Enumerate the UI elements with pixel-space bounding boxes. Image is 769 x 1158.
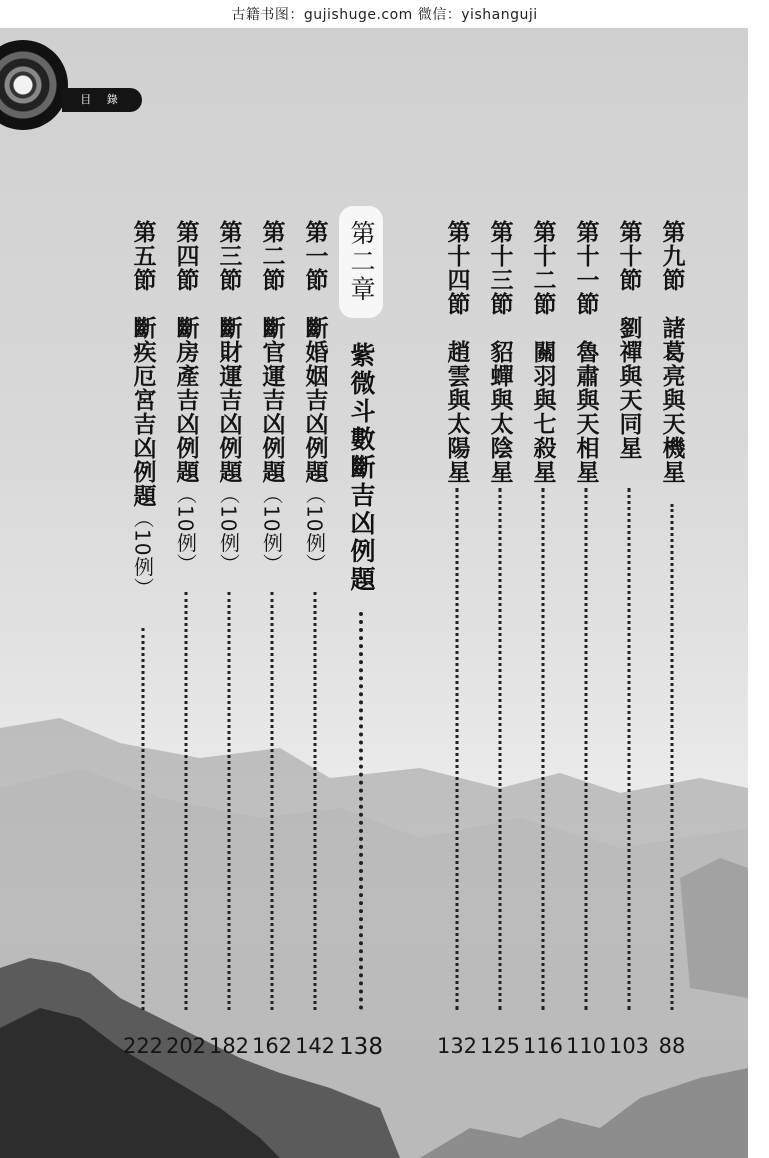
chapter-title: 紫微斗數斷吉凶例題 — [347, 342, 376, 594]
page-edge — [748, 28, 769, 1158]
section-title: 斷疾厄宮吉凶例題 — [129, 316, 157, 508]
section-number: 第五節 — [129, 220, 157, 292]
leader-dots — [585, 488, 588, 1010]
toc-entry — [654, 220, 690, 1030]
section-title: 斷官運吉凶例題 — [258, 316, 286, 484]
leader-dots — [185, 592, 188, 1010]
section-number: 第二節 — [258, 220, 286, 292]
page-number: 125 — [479, 1034, 521, 1058]
example-count: （10例） — [130, 508, 155, 599]
toc-header-tag: 目 錄 — [62, 88, 142, 112]
page-number: 110 — [565, 1034, 607, 1058]
leader-dots — [628, 488, 631, 1010]
section-title: 貂蟬與太陰星 — [486, 340, 514, 484]
leader-dots — [359, 612, 363, 1010]
leader-dots — [671, 504, 674, 1010]
page-number: 202 — [165, 1034, 207, 1058]
page-number: 142 — [294, 1034, 336, 1058]
watermark-text: 古籍书图：gujishuge.com 微信：yishanguji — [231, 7, 538, 23]
page-number: 222 — [122, 1034, 164, 1058]
chapter-heading — [343, 220, 379, 1030]
leader-dots — [228, 592, 231, 1010]
section-title: 魯肅與天相星 — [572, 340, 600, 484]
leader-dots — [142, 628, 145, 1010]
toc-entry — [254, 220, 290, 1030]
section-number: 第十三節 — [486, 220, 514, 316]
toc-entry — [482, 220, 518, 1030]
page-number: 138 — [339, 1034, 383, 1060]
toc-entry — [525, 220, 561, 1030]
section-title: 趙雲與太陽星 — [443, 340, 471, 484]
section-number: 第十四節 — [443, 220, 471, 316]
section-number: 第四節 — [172, 220, 200, 292]
section-title: 斷房產吉凶例題 — [172, 316, 200, 484]
section-number: 第三節 — [215, 220, 243, 292]
leader-dots — [499, 488, 502, 1010]
section-number: 第一節 — [301, 220, 329, 292]
toc-entry — [211, 220, 247, 1030]
leader-dots — [542, 488, 545, 1010]
leader-dots — [314, 592, 317, 1010]
section-title: 劉禪與天同星 — [615, 316, 643, 460]
section-number: 第十二節 — [529, 220, 557, 316]
leader-dots — [456, 488, 459, 1010]
page-number: 88 — [658, 1034, 686, 1058]
section-number: 第十一節 — [572, 220, 600, 316]
page-number: 162 — [251, 1034, 293, 1058]
page-number: 182 — [208, 1034, 250, 1058]
section-title: 諸葛亮與天機星 — [658, 316, 686, 484]
chapter-label: 第二章 — [347, 220, 376, 304]
toc-page — [0, 28, 748, 1158]
toc-entry — [568, 220, 604, 1030]
section-title: 斷財運吉凶例題 — [215, 316, 243, 484]
toc-entry — [125, 220, 161, 1030]
toc-entry — [611, 220, 647, 1030]
section-number: 第十節 — [615, 220, 643, 292]
toc-entry — [439, 220, 475, 1030]
example-count: （10例） — [216, 484, 241, 575]
section-number: 第九節 — [658, 220, 686, 292]
section-title: 斷婚姻吉凶例題 — [301, 316, 329, 484]
example-count: （10例） — [259, 484, 284, 575]
toc-entry — [297, 220, 333, 1030]
example-count: （10例） — [302, 484, 327, 575]
toc-entry — [168, 220, 204, 1030]
section-title: 關羽與七殺星 — [529, 340, 557, 484]
page-number: 132 — [436, 1034, 478, 1058]
leader-dots — [271, 592, 274, 1010]
page-number: 116 — [522, 1034, 564, 1058]
page-number: 103 — [608, 1034, 650, 1058]
compass-emblem-icon — [0, 40, 68, 130]
example-count: （10例） — [173, 484, 198, 575]
